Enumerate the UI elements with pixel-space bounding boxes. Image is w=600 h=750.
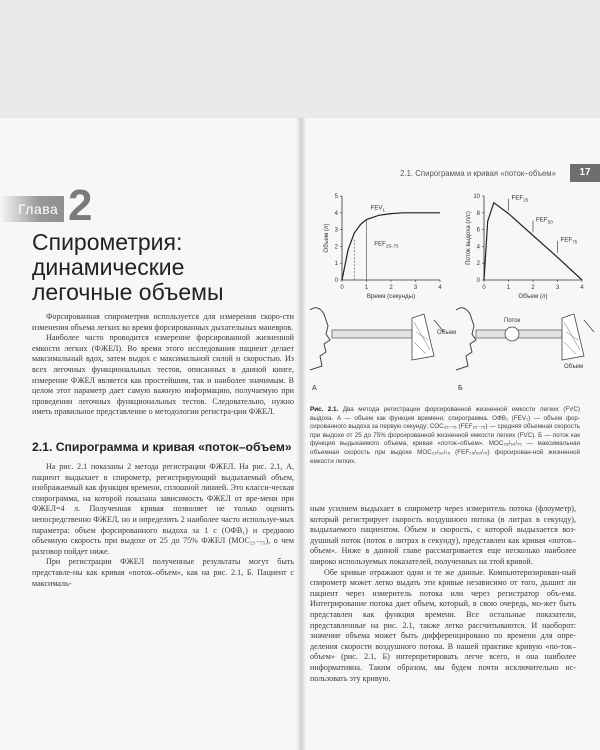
annotation-label: $FEF_{75}$	[560, 236, 578, 245]
volume-arrow-b	[584, 320, 594, 332]
chart-a-spirogram	[323, 194, 442, 300]
tube-a	[332, 330, 412, 338]
spirometer-bell-b	[562, 314, 584, 360]
x-axis-label: Время (секунды)	[366, 293, 416, 300]
x-tick-label: 1	[506, 285, 511, 291]
book-gutter	[296, 118, 306, 750]
x-tick-label: 0	[340, 285, 344, 291]
x-tick-label: 0	[482, 285, 486, 291]
x-tick-label: 4	[438, 285, 442, 291]
figure-caption	[310, 406, 580, 466]
right-page	[306, 118, 600, 750]
caption-label: Рис. 2.1.	[310, 406, 339, 413]
intro-text	[32, 312, 294, 418]
flow-label-b: Поток	[504, 318, 521, 324]
annotation-subscript: 75	[572, 239, 578, 245]
y-tick-label: 0	[476, 278, 480, 284]
annotation-subscript: 25	[523, 197, 529, 203]
y-tick-label: 4	[334, 210, 338, 217]
section-paragraph: На рис. 2.1 показаны 2 метода регистрации ФЖЕЛ. На рис. 2.1, А, пациент выдыхает в спирометр, регистрирующий выдыхаемый объем, изображаемый как функция времени, сплошной линией. Это класси-ческая спирограмма, на которой показана зависимость ФЖЕЛ от вре-мени при ФЖЕЛ=4 л. Полученная кривая позволяет не только оценить непосредственно ФЖЕЛ, но и определить 2 наиболее часто используе-мых параметра: объем форсированного выдоха за 1 с (ОФВ₁) и среднюю объемную скорость при выдохе от 25 до 75% ФЖЕЛ (МОС₂₅₋₇₅), о чем разговор пойдет ниже.	[32, 462, 294, 556]
caption-text: Два метода регистрации форсированной жизненной емкости легких (FVC) выдоха. А — объем как функция времени, спирограмма. ОФВ₁ (FEV₁) — объем фор-сированного выдоха за первую секунду; СОС₂₅₋₇₅ (FEF₂₅₋₇₅) — средняя объемная скорость при выдохе от 25 до 75% форсированной жизненной емкости легких (FVC). Б — поток как функция выдыхаемого объема, кривая «поток–объем». МОС₂₅/₅₀/₇₅ — максимальная объемная скорость при выдохе МОС₂₅/₅₀/₇₅ (FEF₂₅/₅₀/₇₅) форсирован-ной жизненной емкости легких.	[310, 406, 581, 465]
annotation-label: $FEF_{50}$	[536, 216, 553, 225]
x-tick-label: 2	[389, 285, 393, 291]
y-tick-label: 8	[476, 210, 480, 217]
intro-paragraph: Форсированная спирометрия используется для измерения скоро-сти изменения объема легких во время форсированных дыхательных маневров.	[32, 312, 294, 332]
x-tick-label: 2	[531, 285, 535, 291]
annotation-label: $FEF_{25-75}$	[374, 240, 399, 249]
chart-b-flow-volume	[465, 194, 584, 300]
section-text	[32, 462, 294, 589]
page-number: 17	[570, 164, 600, 182]
y-tick-label: 1	[334, 261, 338, 268]
y-tick-label: 10	[473, 194, 480, 200]
figure-svg	[306, 188, 600, 408]
spirometer-bell-a	[412, 314, 434, 360]
volume-label-a: Объем	[437, 330, 457, 336]
x-tick-label: 3	[413, 285, 418, 291]
figure-2-1	[306, 188, 600, 465]
chapter-title: Спирометрия: динамические легочные объемы	[32, 229, 224, 305]
patient-head-a-illustration	[310, 308, 456, 392]
x-axis-label: Объем (л)	[518, 293, 548, 300]
y-tick-label: 3	[334, 227, 338, 234]
section-paragraph: При регистрации ФЖЕЛ полученные результаты могут быть представле-ны как кривая «поток–объем», как на рис. 2.1, Б. Пациент с максималь-	[32, 557, 294, 588]
face-profile-b	[456, 308, 476, 370]
annotation-label: $FEF_{25}$	[511, 194, 529, 203]
flowmeter-b	[505, 327, 519, 341]
section-heading: 2.1. Спирограмма и кривая «поток–объем»	[32, 440, 292, 454]
panel-a-label: А	[312, 385, 317, 392]
y-tick-label: 5	[334, 194, 338, 200]
annotation-subscript: 1	[382, 207, 386, 213]
left-page	[0, 118, 296, 750]
annotation-label: $FEV_1$	[370, 204, 386, 213]
face-profile-a	[310, 308, 330, 370]
panel-b-label: Б	[458, 385, 463, 392]
right-paragraph: ным усилием выдыхает в спирометр через измеритель потока (флоуметр), который регистрирует скорость воздушного потока (в литрах в секунду), выдыхаемого пациентом. Объем и скорость, с которой выдыхается воз-душный поток (поток в литрах в секунду), представлен как кривая «поток–объем». Ниже в данной главе рассматривается еще несколько наиболее широко используемых показателей, полученных на этой кривой.	[310, 504, 576, 566]
chapter-number: 2	[68, 181, 93, 230]
y-tick-label: 2	[334, 244, 338, 251]
annotation-subscript: 25–75	[385, 243, 399, 249]
chapter-word: Глава	[18, 201, 59, 217]
right-body-text	[310, 504, 576, 684]
y-axis-label: Объем (л)	[323, 223, 330, 253]
x-tick-label: 1	[364, 285, 369, 291]
intro-paragraph: Наиболее часто проводится измерение форсированной жизненной емкости легких (ФЖЕЛ). Во время этого исследования пациент делает максимальный вдох, затем выдох с максимальной силой и скоростью. Из всех легочных функциональных тестов, описанных в данной книге, измерение ФЖЕЛ является как простейшим, так и наиболее значимым. В целом этот параметр дает самую важную информацию, получаемую при проведении легочных функциональных тестов. Следовательно, нужно иметь правильное представление о методологии регистра-ции ФЖЕЛ.	[32, 333, 294, 417]
running-head: 2.1. Спирограмма и кривая «поток–объем»	[400, 169, 556, 178]
y-tick-label: 2	[476, 261, 480, 268]
x-tick-label: 3	[555, 285, 560, 291]
y-tick-label: 0	[334, 278, 338, 284]
right-paragraph: Обе кривые отражают одни и те же данные. Компьютеризирован-ный спирометр может легко выдать эти кривые независимо от того, дышит ли пациент через измеритель потока или через регистратор объ-ема. Интегрирование потока дает объем, который, в свою очередь, мо-жет быть представлен как функция времени. Все остальные показатели, представленные на рис. 2.1, также легко рассчитываются. И наоборот: значение объема может быть дифференцировано по времени для опре-деления скорости воздушного потока. В нашей практике кривую «по-ток–объем» (рис. 2.1, Б) интерпретировать легче всего, и она наиболее информативна. Таким образом, мы будем почти исключительно ис-пользовать эту кривую.	[310, 567, 576, 683]
y-axis-label: Поток выдоха (л/с)	[465, 211, 472, 265]
annotation-subscript: 50	[547, 219, 553, 225]
y-tick-label: 4	[476, 244, 480, 251]
volume-label-b: Объем	[564, 364, 584, 370]
x-tick-label: 4	[580, 285, 584, 291]
y-tick-label: 6	[476, 227, 480, 234]
patient-head-b-illustration	[456, 308, 594, 392]
